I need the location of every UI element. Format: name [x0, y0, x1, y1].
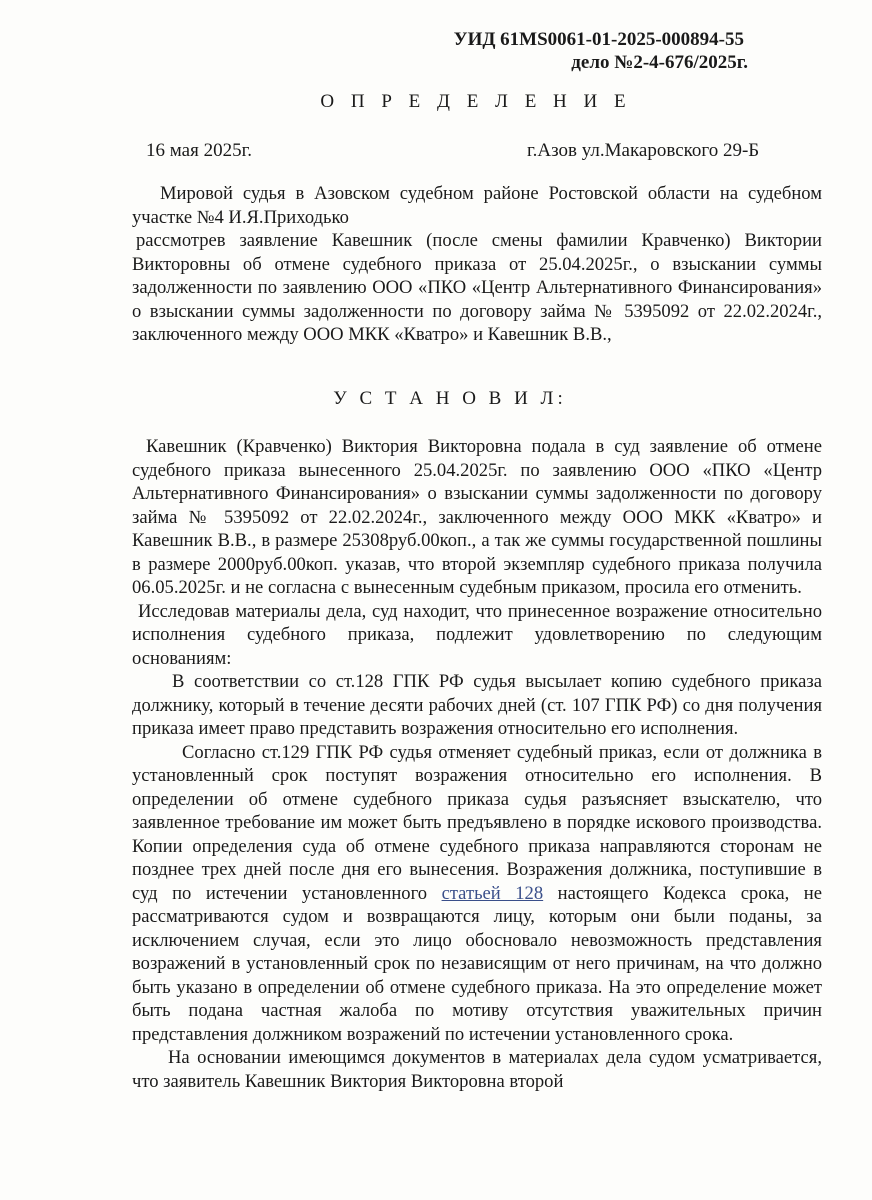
paragraph-4	[132, 741, 822, 1047]
uid-line: УИД 61MS0061-01-2025-000894-55	[453, 29, 744, 50]
intro-considered: рассмотрев заявление Кавешник (после смены фамилии Кравченко) Виктории Викторовны об отмене судебного приказа от 25.04.2025г., о взыскании суммы задолженности по заявлению ООО «ПКО «Центр Альтернативного Финансирования» о взыскании суммы задолженности по договору займа № 5395092 от 22.02.2024г., заключенного между ООО МКК «Кватро» и Кавешник В.В.,	[132, 230, 822, 345]
paragraph-2: Исследовав материалы дела, суд находит, что принесенное возражение относительно исполнения судебного приказа, подлежит удовлетворению по следующим основаниям:	[132, 600, 822, 669]
paragraph-1: Кавешник (Кравченко) Виктория Викторовна подала в суд заявление об отмене судебного приказа вынесенного 25.04.2025г. по заявлению ООО «ПКО «Центр Альтернативного Финансирования» о взыскании суммы задолженности по договору займа № 5395092 от 22.02.2024г., заключенного между ООО МКК «Кватро» и Кавешник В.В., в размере 25308руб.00коп., а так же суммы государственной пошлины в размере 2000руб.00коп. указав, что второй экземпляр судебного приказа получила 06.05.2025г. и не согласна с вынесенным судебным приказом, просила его отменить.	[132, 436, 822, 598]
article-128-link[interactable]: статьей 128	[441, 882, 544, 904]
paragraph-4-part-1: Согласно ст.129 ГПК РФ судья отменяет судебный приказ, если от должника в установленный срок поступят возражения относительно его исполнения. В определении об отмене судебного приказа судья разъясняет взыскателю, что заявленное требование им может быть предъявлено в порядке искового производства. Копии определения суда об отмене судебного приказа направляются сторонам не позднее трех дней после дня его вынесения. Возражения должника, поступившие в суд по истечении установленного	[132, 741, 822, 904]
intro-block	[132, 182, 822, 347]
intro-judge: Мировой судья в Азовском судебном районе Ростовской области на судебном участке №4 И.Я.Приходько	[132, 183, 822, 228]
section-title: У С Т А Н О В И Л:	[333, 388, 567, 409]
paragraph-4-part-2: настоящего Кодекса срока, не рассматриваются судом и возвращаются лицу, которым они были поданы, за исключением случая, если это лицо обосновало невозможность представления возражений в установленный срок по независящим от него причинам, на что должно быть указано в определении об отмене судебного приказа. На это определение может быть подана частная жалоба по мотиву отсутствия уважительных причин представления должником возражений по истечении установленного срока.	[132, 882, 822, 1045]
paragraph-5: На основании имеющимся документов в материалах дела судом усматривается, что заявитель Кавешник Виктория Викторовна второй	[132, 1047, 822, 1092]
document-title: О П Р Е Д Е Л Е Н И Е	[320, 91, 632, 112]
case-number: дело №2-4-676/2025г.	[571, 52, 748, 73]
document-place: г.Азов ул.Макаровского 29-Б	[527, 140, 760, 161]
main-body	[132, 435, 822, 1093]
document-date: 16 мая 2025г.	[146, 140, 252, 161]
paragraph-3: В соответствии со ст.128 ГПК РФ судья высылает копию судебного приказа должнику, который в течение десяти рабочих дней (ст. 107 ГПК РФ) со дня получения приказа имеет право представить возражения относительно его исполнения.	[132, 671, 822, 739]
